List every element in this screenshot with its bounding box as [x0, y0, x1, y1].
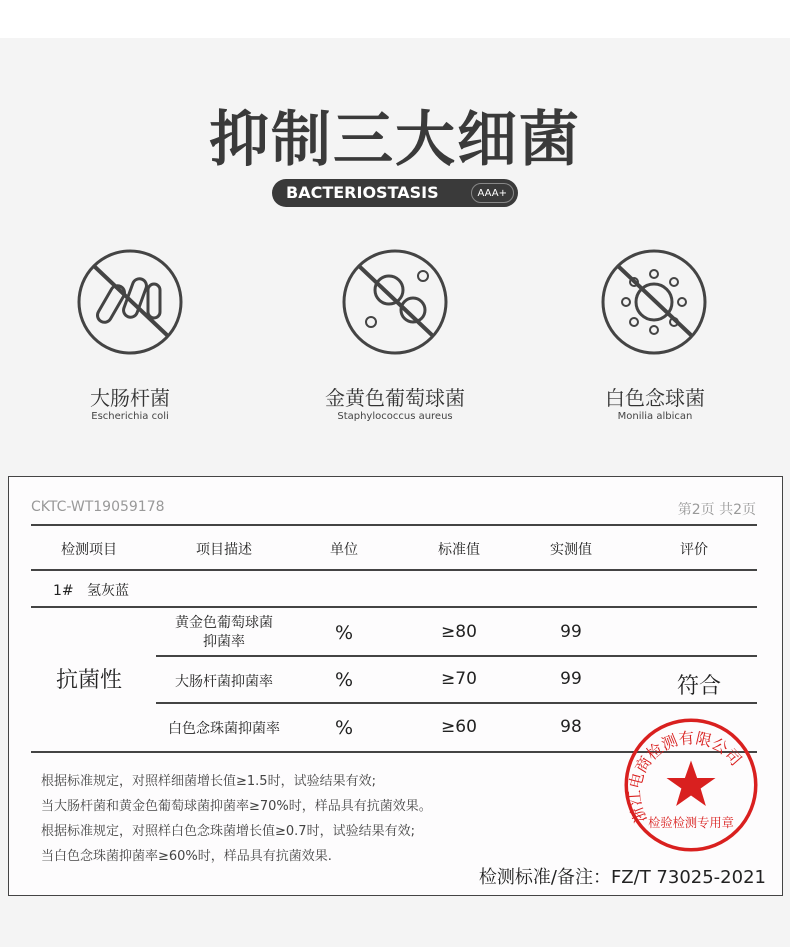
bacteria-name: 大肠杆菌 — [90, 386, 170, 410]
note-line: 根据标准规定，对照样细菌增长值≥1.5时，试验结果有效; — [41, 774, 376, 789]
company-stamp — [621, 715, 761, 855]
row-standard: ≥60 — [441, 717, 477, 737]
row-desc: 白色念珠菌抑菌率 — [168, 721, 280, 737]
report-code: CKTC-WT19059178 — [31, 499, 165, 515]
bacillus-icon — [76, 248, 184, 356]
evaluation-result: 符合 — [676, 674, 721, 699]
divider — [31, 524, 757, 526]
note-line: 当大肠杆菌和黄金色葡萄球菌抑菌率≥70%时，样品具有抗菌效果。 — [41, 799, 432, 814]
bacteria-name: 白色念球菌 — [605, 386, 705, 410]
row-desc: 大肠杆菌抑菌率 — [175, 674, 273, 690]
bacteriostasis-badge — [272, 179, 518, 207]
header-cell: 标准值 — [438, 542, 480, 558]
page-title: 抑制三大细菌 — [209, 105, 581, 175]
bacteria-latin: Staphylococcus aureus — [337, 411, 453, 422]
divider — [31, 569, 757, 571]
bacteria-latin: Escherichia coli — [91, 411, 169, 422]
test-standard: 检测标准/备注：FZ/T 73025-2021 — [478, 867, 766, 888]
stamp-org: 浙江电商检测有限公司 — [624, 728, 746, 826]
row-standard: ≥70 — [441, 669, 477, 689]
row-unit: % — [334, 622, 354, 644]
page-indicator: 第2页 共2页 — [677, 502, 756, 518]
stamp-seal: 检验检测专用章 — [648, 816, 734, 830]
bacteria-latin: Monilia albican — [617, 411, 693, 422]
virus-icon — [600, 248, 708, 356]
top-band — [0, 0, 790, 38]
row-unit: % — [334, 669, 354, 691]
test-report — [8, 476, 783, 896]
row-unit: % — [334, 717, 354, 739]
row-measured: 98 — [560, 717, 582, 737]
note-line: 当白色念珠菌抑菌率≥60%时，样品具有抗菌效果. — [41, 849, 332, 864]
header-cell: 实测值 — [550, 542, 592, 558]
divider — [156, 655, 757, 657]
header-cell: 单位 — [330, 542, 358, 558]
header-cell: 检测项目 — [61, 542, 117, 558]
grade-badge: AAA+ — [471, 183, 514, 203]
header-cell: 项目描述 — [196, 542, 252, 558]
bacteria-name: 金黄色葡萄球菌 — [325, 386, 465, 410]
divider — [156, 702, 757, 704]
header-cell: 评价 — [680, 542, 708, 558]
note-line: 根据标准规定，对照样白色念珠菌增长值≥0.7时，试验结果有效; — [41, 824, 415, 839]
badge-label: BACTERIOSTASIS — [286, 183, 439, 202]
divider — [31, 606, 757, 608]
row-measured: 99 — [560, 622, 582, 642]
notes — [41, 769, 432, 869]
test-item: 抗菌性 — [55, 668, 122, 693]
row-desc: 黄金色葡萄球菌 抑菌率 — [175, 615, 273, 650]
sample-label: 1# 氢灰蓝 — [53, 583, 129, 599]
row-standard: ≥80 — [441, 622, 477, 642]
coccus-icon — [341, 248, 449, 356]
row-measured: 99 — [560, 669, 582, 689]
